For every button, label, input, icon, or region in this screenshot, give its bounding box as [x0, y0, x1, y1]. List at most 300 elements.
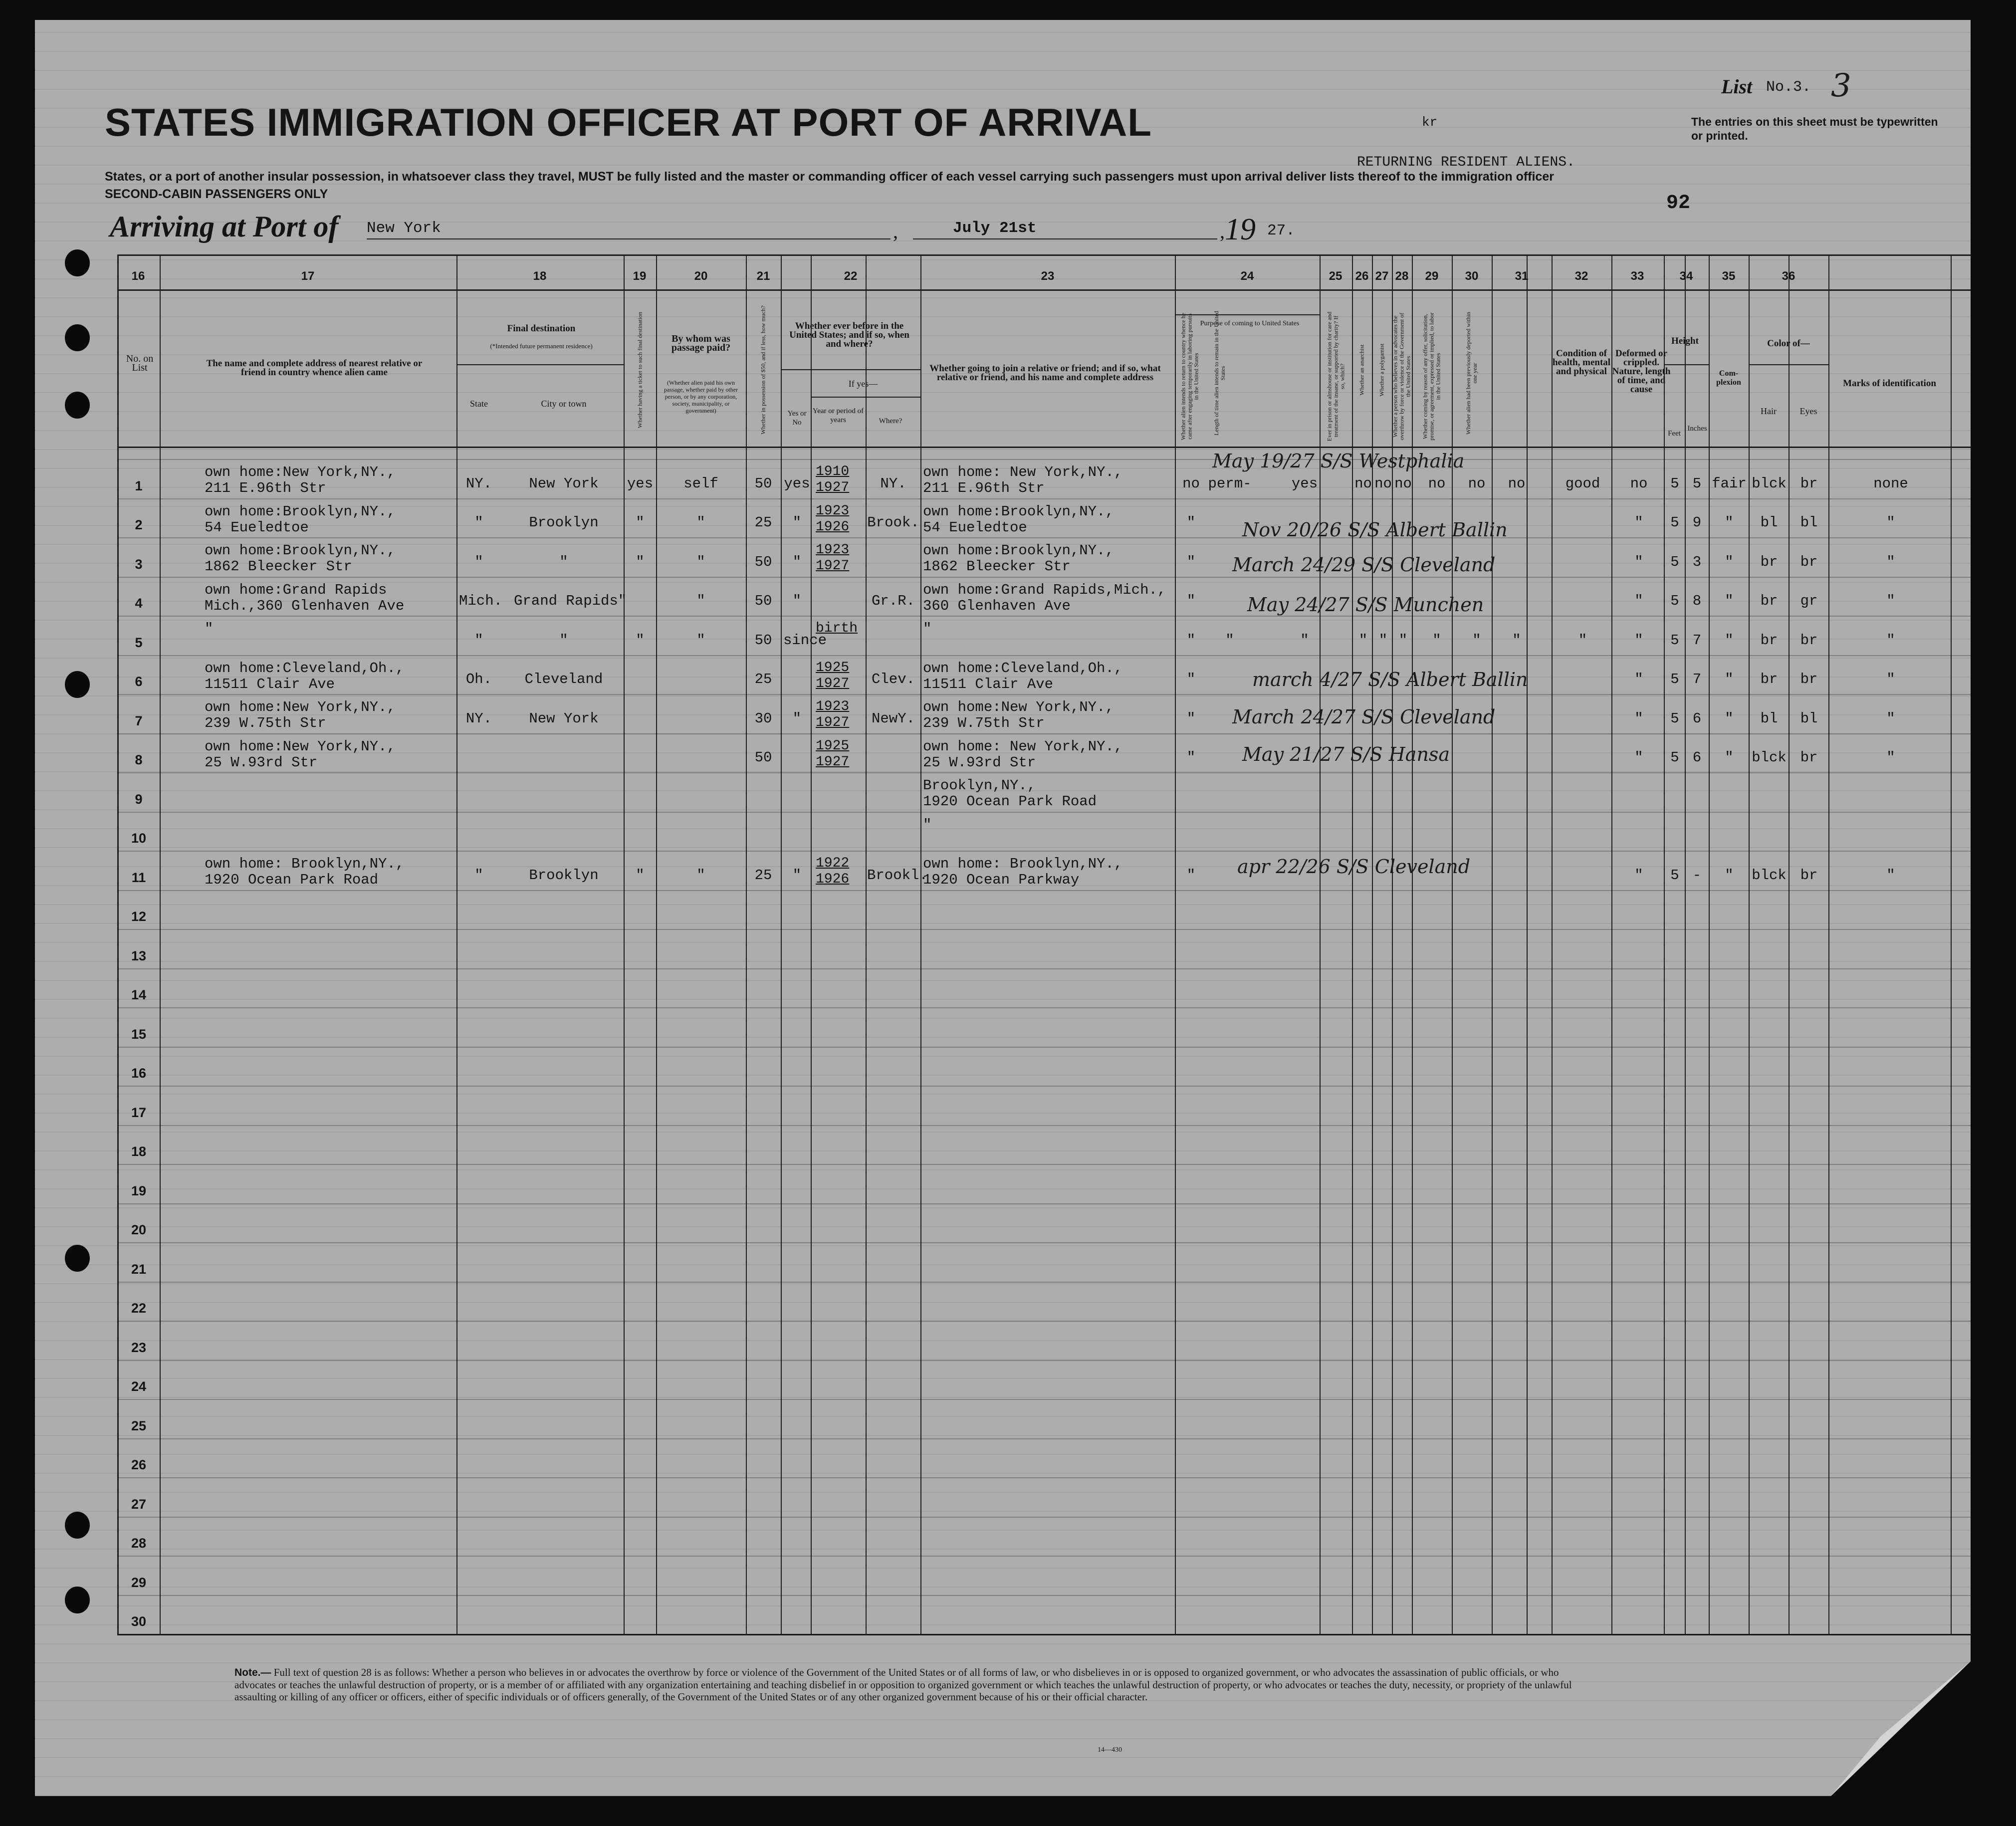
- join-relative-line: Brooklyn,NY.,: [923, 777, 1036, 794]
- row-number: 30: [131, 1614, 147, 1629]
- cell-complexion: ": [1725, 514, 1734, 531]
- cell-health: good: [1565, 475, 1600, 492]
- cell-ticket: ": [636, 553, 645, 570]
- cell-money: 30: [754, 710, 772, 727]
- years-in-us: 1922: [816, 856, 850, 871]
- cell-eyes: bl: [1800, 710, 1818, 727]
- row-number: 5: [135, 635, 143, 650]
- table-header-border: [117, 447, 1971, 448]
- join-relative-line: own home: New York,NY.,: [923, 738, 1123, 755]
- cell-return: ": [1186, 632, 1196, 649]
- join-relative-line: own home:Grand Rapids,Mich.,: [923, 581, 1166, 598]
- column-number: 33: [1630, 269, 1644, 283]
- col-header-join-relative: Whether going to join a relative or friend; and if so, what relative or friend, and his name and complete address: [929, 363, 1161, 383]
- years-in-us: 1925: [816, 738, 850, 754]
- table-row: [35, 616, 1971, 655]
- cell-hair: br: [1760, 671, 1778, 687]
- nearest-relative-line: 239 W.75th Str: [205, 715, 326, 731]
- nearest-relative-line: own home:Grand Rapids: [205, 581, 387, 598]
- column-number: 27: [1375, 269, 1389, 283]
- cell-return: ": [1186, 749, 1196, 766]
- table-row: [35, 1203, 1971, 1243]
- cell-where: Brookl.: [867, 867, 928, 884]
- row-number: 28: [131, 1536, 147, 1551]
- rotated-caption: Whether an anarchist: [1358, 344, 1365, 396]
- table-row: [35, 1477, 1971, 1517]
- row-number: 8: [135, 752, 143, 767]
- row-number: 7: [135, 713, 143, 728]
- nearest-relative-line: 11511 Clair Ave: [205, 676, 335, 692]
- cell-hair: br: [1760, 593, 1778, 609]
- join-relative-line: 1862 Bleecker Str: [923, 558, 1071, 575]
- list-label: List: [1721, 75, 1753, 98]
- subheader-divider: [456, 364, 624, 365]
- rotated-caption: Whether a polygamist: [1378, 343, 1385, 397]
- join-relative-line: 1920 Ocean Parkway: [923, 872, 1080, 888]
- cell-paid: ": [696, 632, 705, 649]
- cell-paid: self: [683, 475, 718, 492]
- cell-hair: br: [1760, 632, 1778, 649]
- cell-complexion: ": [1725, 867, 1734, 884]
- cell-complexion: ": [1725, 593, 1734, 609]
- col-header-feet: Feet: [1668, 430, 1681, 438]
- cell-eyes: bl: [1800, 514, 1818, 531]
- cell-marks: ": [1886, 514, 1895, 531]
- join-relative-line: own home:Cleveland,Oh.,: [923, 660, 1123, 677]
- cell-c31: ": [1512, 632, 1521, 649]
- cell-money: 50: [754, 553, 772, 570]
- cell-state: ": [474, 632, 483, 649]
- row-number: 19: [131, 1183, 147, 1198]
- cell-marks: ": [1886, 710, 1895, 727]
- cell-money: 50: [754, 475, 772, 492]
- cell-ticket: ": [636, 632, 645, 649]
- row-number: 26: [131, 1457, 147, 1472]
- column-number: 29: [1425, 269, 1439, 283]
- col-header-eyes: Eyes: [1799, 406, 1817, 416]
- handwritten-entry-row-7: March 24/27 S/S Cleveland: [1232, 706, 1496, 728]
- cell-feet: 5: [1670, 632, 1679, 649]
- table-row: [35, 1399, 1971, 1438]
- cell-city: ": [559, 632, 568, 649]
- cell-ticket: yes: [627, 475, 654, 492]
- join-relative-line: 360 Glenhaven Ave: [923, 597, 1071, 614]
- years-in-us: birth: [816, 621, 858, 636]
- col-header-color-of: Color of—: [1767, 338, 1810, 349]
- cell-c30: ": [1472, 632, 1481, 649]
- cell-complexion: ": [1725, 553, 1734, 570]
- col-header-condition: Condition of health, mental and physical: [1552, 348, 1611, 377]
- cell-marks: ": [1886, 671, 1895, 687]
- nearest-relative-line: own home:New York,NY.,: [205, 699, 396, 715]
- years-in-us: 1923: [816, 542, 850, 558]
- join-relative-line: ": [923, 621, 932, 637]
- table-row: [35, 1321, 1971, 1360]
- table-row: [35, 577, 1971, 616]
- col-header-no-on-list: No. on List: [126, 353, 154, 373]
- cell-marks: none: [1873, 475, 1908, 492]
- row-number: 4: [135, 596, 143, 611]
- cell-money: 25: [754, 671, 772, 687]
- cell-return: no: [1182, 475, 1200, 492]
- comma-2: ,: [1220, 220, 1225, 242]
- years-in-us: 1910: [816, 464, 850, 479]
- cell-hair: blck: [1752, 867, 1787, 884]
- cell-eyes: br: [1800, 475, 1818, 492]
- row-number: 3: [135, 556, 143, 572]
- cell-eyes: br: [1800, 671, 1818, 687]
- column-number: 19: [633, 269, 647, 283]
- nearest-relative-line: own home:Brooklyn,NY.,: [205, 542, 396, 559]
- cell-ever: yes: [784, 475, 810, 492]
- table-row: [35, 772, 1971, 812]
- subheader-divider: [1749, 364, 1828, 365]
- rotated-caption: Whether in possession of $50, and if less, how much?: [759, 305, 767, 435]
- cell-deformed: ": [1634, 514, 1643, 531]
- join-relative-line: ": [923, 816, 932, 833]
- column-number: 21: [756, 269, 770, 283]
- years-in-us: 1927: [816, 558, 850, 574]
- rotated-caption: Ever in prison or almshouse or institution for care and treatment of the insane, or supported by charity? If so, which?: [1326, 311, 1345, 442]
- cell-complexion: fair: [1712, 475, 1747, 492]
- column-number: 22: [844, 269, 858, 283]
- rotated-caption: Length of time alien intends to remain in the United States: [1213, 311, 1226, 436]
- cell-c27: no: [1374, 475, 1392, 492]
- cell-return: ": [1186, 671, 1196, 687]
- join-relative-line: own home: New York,NY.,: [923, 464, 1123, 480]
- cell-money: 50: [754, 632, 772, 649]
- cell-marks: ": [1886, 749, 1895, 766]
- cell-complexion: ": [1725, 710, 1734, 727]
- table-row: [35, 733, 1971, 773]
- col-header-where: Where?: [879, 417, 902, 425]
- nearest-relative-line: own home:New York,NY.,: [205, 464, 396, 480]
- arriving-label: Arriving at Port of: [110, 210, 339, 243]
- col-header-marks: Marks of identification: [1843, 378, 1936, 389]
- column-number: 25: [1329, 269, 1343, 283]
- join-relative-line: 239 W.75th Str: [923, 715, 1045, 731]
- nearest-relative-line: 1920 Ocean Park Road: [205, 872, 379, 888]
- cell-marks: ": [1886, 593, 1895, 609]
- cell-inches: -: [1692, 867, 1702, 884]
- cell-feet: 5: [1670, 553, 1679, 570]
- handwritten-entry-row-1: May 19/27 S/S Westphalia: [1212, 450, 1465, 472]
- cell-ever: ": [792, 514, 802, 531]
- row-number: 10: [131, 831, 147, 846]
- year-suffix: 27.: [1267, 222, 1295, 239]
- list-number: No.3.: [1766, 79, 1811, 96]
- cell-marks: ": [1886, 867, 1895, 884]
- arrival-date: July 21st: [953, 220, 1037, 237]
- row-number: 9: [135, 791, 143, 807]
- rotated-caption: Whether alien intends to return to country whence he came after engaging temporarily in laboring pursuits in the United States: [1179, 312, 1200, 441]
- rotated-caption: Whether having a ticket to such final destination: [636, 312, 643, 428]
- table-row: [35, 968, 1971, 1008]
- cell-return: ": [1186, 553, 1196, 570]
- column-number: 20: [694, 269, 708, 283]
- cell-feet: 5: [1670, 593, 1679, 609]
- join-relative-line: 54 Eueledtoe: [923, 519, 1027, 536]
- handwritten-entry-row-6: march 4/27 S/S Albert Ballin: [1252, 669, 1528, 690]
- date-underline: [913, 238, 1217, 239]
- cell-city: Brooklyn: [529, 867, 599, 884]
- cell-eyes: br: [1800, 553, 1818, 570]
- join-relative-line: 11511 Clair Ave: [923, 676, 1054, 692]
- cell-inches: 7: [1692, 632, 1702, 649]
- cell-feet: 5: [1670, 671, 1679, 687]
- years-in-us: 1926: [816, 872, 850, 887]
- join-relative-line: 1920 Ocean Park Road: [923, 793, 1097, 810]
- list-number-handwritten: 3: [1831, 67, 1851, 104]
- comma-1: ,: [893, 220, 898, 242]
- row-divider: [117, 1634, 1971, 1635]
- cell-money: 25: [754, 867, 772, 884]
- cell-ever: ": [792, 867, 802, 884]
- handwritten-entry-row-4: May 24/27 S/S Munchen: [1247, 594, 1484, 616]
- col-header-year: Year or period of years: [812, 407, 864, 424]
- row-number: 6: [135, 674, 143, 689]
- table-row: [35, 812, 1971, 851]
- manifest-sheet: [35, 20, 1971, 1796]
- cell-paid: ": [696, 867, 705, 884]
- cell-deformed: ": [1634, 671, 1643, 687]
- cell-inches: 5: [1692, 475, 1702, 492]
- cell-eyes: br: [1800, 749, 1818, 766]
- row-number: 2: [135, 517, 143, 532]
- cell-paid: ": [696, 593, 705, 609]
- table-row: [35, 655, 1971, 694]
- cell-c31: no: [1508, 475, 1526, 492]
- cell-hair: blck: [1752, 475, 1787, 492]
- cell-c29: no: [1428, 475, 1446, 492]
- cell-state: Oh.: [465, 671, 492, 687]
- nearest-relative-line: own home:Brooklyn,NY.,: [205, 503, 396, 520]
- column-number: 24: [1240, 269, 1254, 283]
- row-number: 17: [131, 1105, 147, 1120]
- cell-where: Gr.R.: [871, 593, 915, 609]
- table-row: [35, 1556, 1971, 1595]
- column-number: 26: [1355, 269, 1369, 283]
- row-number: 12: [131, 909, 147, 924]
- cell-where: NewY.: [871, 710, 915, 727]
- join-relative-line: own home: Brooklyn,NY.,: [923, 856, 1123, 872]
- cell-return: ": [1186, 710, 1196, 727]
- column-number: 18: [533, 269, 547, 283]
- cell-eyes: br: [1800, 867, 1818, 884]
- nearest-relative-line: 1862 Bleecker Str: [205, 558, 352, 575]
- cell-return: ": [1186, 593, 1196, 609]
- join-relative-line: own home:Brooklyn,NY.,: [923, 542, 1114, 559]
- cell-eyes: br: [1800, 632, 1818, 649]
- row-number: 14: [131, 987, 147, 1002]
- cell-c29: ": [1432, 632, 1441, 649]
- cell-feet: 5: [1670, 867, 1679, 884]
- cell-c27: ": [1378, 632, 1388, 649]
- cell-feet: 5: [1670, 475, 1679, 492]
- cell-ever: ": [792, 553, 802, 570]
- cell-length: perm-: [1208, 475, 1252, 492]
- row-number: 18: [131, 1144, 147, 1159]
- column-number: 16: [131, 269, 145, 283]
- cell-feet: 5: [1670, 514, 1679, 531]
- cell-inches: 7: [1692, 671, 1702, 687]
- cell-deformed: no: [1630, 475, 1648, 492]
- col-header-final-destination-note: (*Intended future permanent residence): [490, 342, 593, 350]
- handwritten-entry-row-8: May 21/27 S/S Hansa: [1242, 743, 1450, 765]
- cell-deformed: ": [1634, 632, 1643, 649]
- column-number: 28: [1395, 269, 1409, 283]
- cell-city: New York: [529, 475, 599, 492]
- year-prefix: 19: [1225, 213, 1256, 246]
- cell-city: Brooklyn: [529, 514, 599, 531]
- table-row: [35, 537, 1971, 577]
- nearest-relative-line: 211 E.96th Str: [205, 480, 326, 496]
- column-number: 30: [1465, 269, 1479, 283]
- years-in-us: 1923: [816, 699, 850, 714]
- years-in-us: 1927: [816, 715, 850, 730]
- table-row: [35, 890, 1971, 929]
- table-row: [35, 1595, 1971, 1634]
- folded-corner-icon: [1811, 1661, 1971, 1796]
- cell-marks: ": [1886, 632, 1895, 649]
- row-number: 11: [131, 870, 146, 885]
- subheader-divider: [811, 397, 920, 398]
- cell-health: ": [1578, 632, 1587, 649]
- cell-inches: 8: [1692, 593, 1702, 609]
- years-in-us: 1927: [816, 754, 850, 770]
- page-number: 92: [1666, 192, 1691, 215]
- footnote: [234, 1666, 1581, 1703]
- cell-ever: since: [783, 632, 827, 649]
- cell-city: Grand Rapids": [514, 593, 627, 609]
- nearest-relative-line: own home:New York,NY.,: [205, 738, 396, 755]
- row-number: 24: [131, 1379, 147, 1394]
- row-number: 1: [135, 478, 143, 493]
- table-row: [35, 851, 1971, 890]
- port-underline: [367, 238, 891, 239]
- cell-state: ": [474, 514, 483, 531]
- table-row: [35, 1125, 1971, 1164]
- col-header-city: City or town: [541, 399, 587, 409]
- cell-where: NY.: [880, 475, 906, 492]
- join-relative-line: own home:New York,NY.,: [923, 699, 1114, 715]
- footnote-text: Full text of question 28 is as follows: Whether a person who believes in or advocates the overthrow by force or violence of the Government of the United States or of all forms of law, or who disbelieves in or is opposed to organized government, or who advocates the assassination of public officials, or who advocates or teaches the unlawful destruction of property, or is a member of or affiliated with any organization entertaining and teaching disbelief in or opposition to organized government or which teaches the unlawful destruction of property, or who advocates or teaches the duty, necessity, or propriety of the unlawful assaulting or killing of any officer or officers, either of specific individuals or of officers generally, of the Government of the United States or of any other organized government because of his or their official character.: [234, 1666, 1572, 1703]
- column-number: 17: [301, 269, 315, 283]
- cell-return: ": [1186, 867, 1196, 884]
- column-number: 31: [1515, 269, 1529, 283]
- cell-city: New York: [529, 710, 599, 727]
- years-in-us: 1927: [816, 676, 850, 691]
- col-header-purpose: Purpose of coming to United States: [1200, 320, 1300, 327]
- row-number: 13: [131, 948, 147, 963]
- form-instructions-line-1: States, or a port of another insular possession, in whatsoever class they travel, MUST be fully listed and the master or commanding officer of each vessel carrying such passengers must upon arrival deliver lists thereof to the immigration officer: [105, 170, 1554, 184]
- row-number: 21: [131, 1261, 147, 1277]
- row-number: 29: [131, 1575, 147, 1590]
- table-row: [35, 1007, 1971, 1047]
- returning-residents-label: RETURNING RESIDENT ALIENS.: [1357, 155, 1575, 170]
- table-row: [35, 1242, 1971, 1282]
- cell-hair: br: [1760, 553, 1778, 570]
- years-in-us: 1926: [816, 519, 850, 535]
- row-number: 16: [131, 1066, 147, 1081]
- col-header-paid-by: By whom was passage paid?: [671, 333, 731, 353]
- cell-deformed: ": [1634, 867, 1643, 884]
- table-row: [35, 1360, 1971, 1399]
- cell-where: Clev.: [871, 671, 915, 687]
- column-number: 35: [1722, 269, 1736, 283]
- row-number: 20: [131, 1222, 147, 1237]
- cell-deformed: ": [1634, 553, 1643, 570]
- cell-state: ": [474, 867, 483, 884]
- years-in-us: 1927: [816, 480, 850, 495]
- table-row: [35, 459, 1971, 498]
- nearest-relative-line: 54 Eueledtoe: [205, 519, 309, 536]
- cell-paid: ": [696, 514, 705, 531]
- rotated-caption: Whether coming by reason of any offer, solicitation, promise, or agreement, expressed or implied, to labor in the United States: [1421, 312, 1442, 441]
- form-title: STATES IMMIGRATION OFFICER AT PORT OF ARRIVAL: [105, 100, 1152, 144]
- nearest-relative-line: own home: Brooklyn,NY.,: [205, 856, 405, 872]
- cell-money: 50: [754, 749, 772, 766]
- table-row: [35, 1517, 1971, 1556]
- cell-ticket: ": [636, 867, 645, 884]
- join-relative-line: 211 E.96th Str: [923, 480, 1045, 496]
- port-value: New York: [367, 220, 441, 237]
- cell-state: Mich.: [459, 593, 503, 609]
- cell-inches: 6: [1692, 749, 1702, 766]
- cell-state: NY.: [465, 475, 492, 492]
- punch-hole: [65, 392, 90, 419]
- row-number: 25: [131, 1418, 147, 1433]
- handwritten-entry-row-2: Nov 20/26 S/S Albert Ballin: [1242, 519, 1508, 541]
- form-instructions-line-2: SECOND-CABIN PASSENGERS ONLY: [105, 187, 328, 201]
- cell-ever: ": [792, 710, 802, 727]
- nearest-relative-line: own home:Cleveland,Oh.,: [205, 660, 405, 677]
- years-in-us: 1925: [816, 660, 850, 676]
- cell-deformed: ": [1634, 749, 1643, 766]
- cell-c26: no: [1354, 475, 1372, 492]
- cell-feet: 5: [1670, 710, 1679, 727]
- cell-inches: 6: [1692, 710, 1702, 727]
- footnote-label: Note.—: [234, 1667, 271, 1678]
- cell-deformed: ": [1634, 710, 1643, 727]
- nearest-relative-line: ": [205, 621, 214, 637]
- cell-length: ": [1225, 632, 1234, 649]
- cell-feet: 5: [1670, 749, 1679, 766]
- punch-hole: [65, 324, 90, 351]
- cell-hair: bl: [1760, 514, 1778, 531]
- table-row: [35, 929, 1971, 968]
- table-row: [35, 1164, 1971, 1203]
- cell-return: ": [1186, 514, 1196, 531]
- table-row: [35, 1282, 1971, 1321]
- col-header-if-yes: If yes—: [848, 379, 878, 389]
- cell-ticket: ": [636, 514, 645, 531]
- table-top-border: [117, 254, 1971, 256]
- table-row: [35, 694, 1971, 733]
- cell-ever: ": [792, 593, 802, 609]
- cell-marks: ": [1886, 553, 1895, 570]
- col-header-paid-by-note: (Whether alien paid his own passage, whether paid by other person, or by any corporation, society, municipality, or government): [664, 379, 738, 414]
- col-header-deformed: Deformed or crippled. Nature, length of time, and cause: [1612, 348, 1671, 395]
- col-header-inches: Inches: [1687, 425, 1707, 433]
- row-number: 15: [131, 1026, 147, 1042]
- cell-inches: 9: [1692, 514, 1702, 531]
- join-relative-line: 25 W.93rd Str: [923, 754, 1036, 771]
- cell-prison: ": [1300, 632, 1309, 649]
- handwritten-entry-row-3: March 24/29 S/S Cleveland: [1232, 554, 1496, 576]
- subheader-divider: [781, 369, 920, 370]
- col-header-final-destination: Final destination: [507, 323, 576, 334]
